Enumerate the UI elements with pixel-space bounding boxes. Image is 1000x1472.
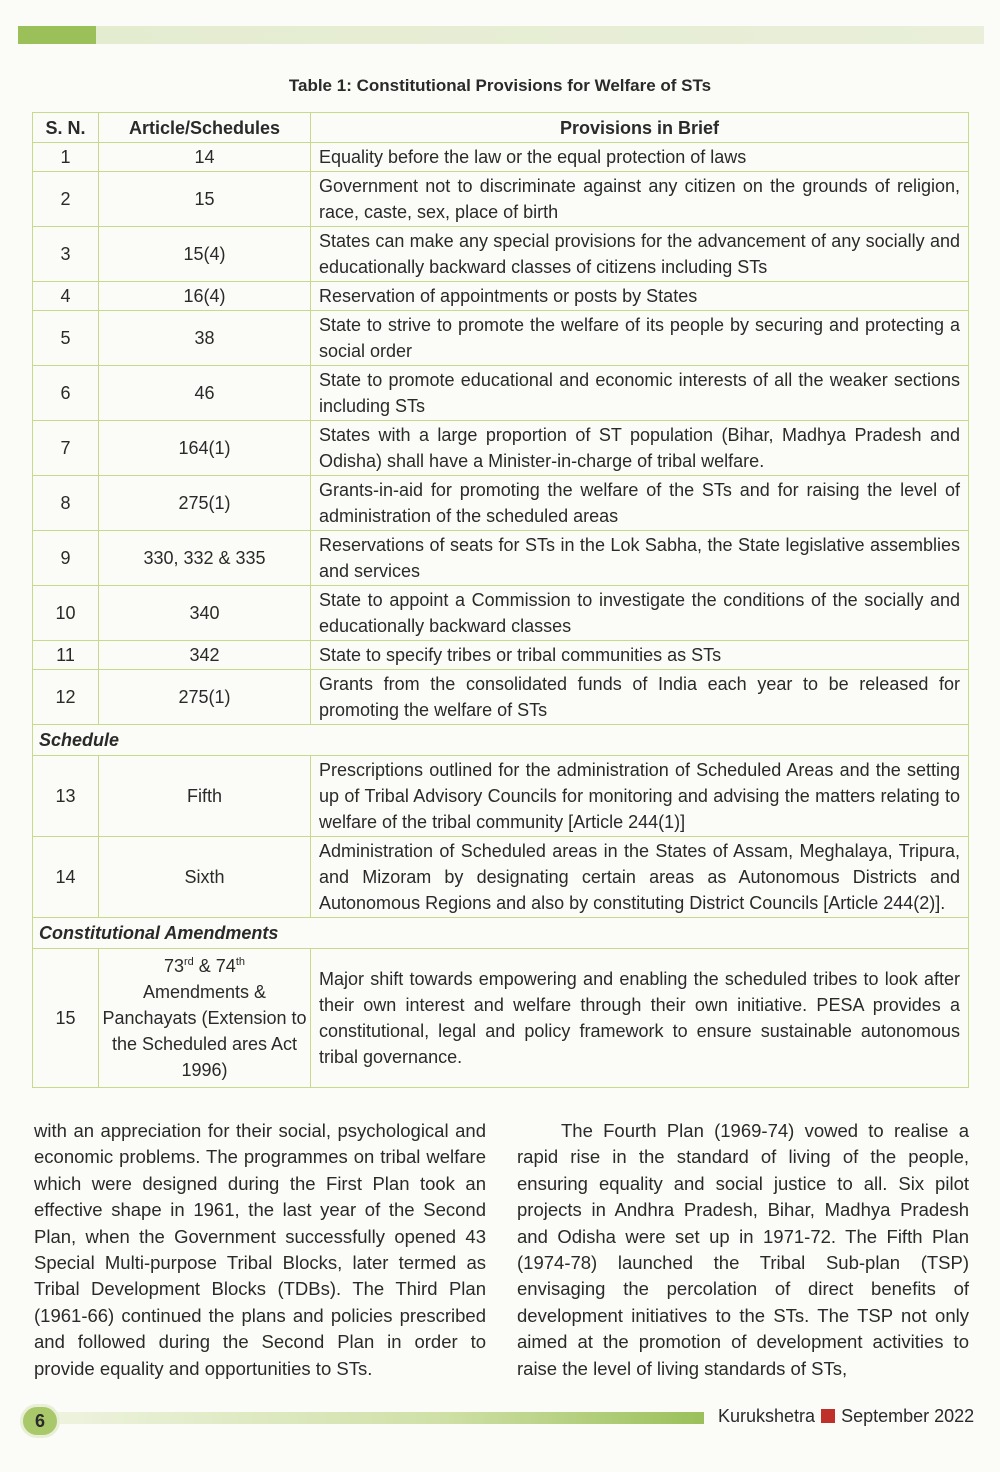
header-sn: S. N. <box>33 113 99 143</box>
amendment-article-rest: Amendments & Panchayats (Extension to the Scheduled ares Act 1996) <box>102 982 307 1080</box>
row-sn: 10 <box>33 586 99 641</box>
table-row <box>33 756 969 837</box>
row-article: 16(4) <box>99 282 311 311</box>
row-provision: Prescriptions outlined for the administration of Scheduled Areas and the setting up of Tribal Advisory Councils for monitoring and advising the matters relating to welfare of the tribal community [Article 244(1)] <box>311 756 969 837</box>
table-row <box>33 282 969 311</box>
row-provision: Reservation of appointments or posts by States <box>311 282 969 311</box>
row-article: Fifth <box>99 756 311 837</box>
table-header-row <box>33 113 969 143</box>
row-sn: 13 <box>33 756 99 837</box>
schedule-heading-row <box>33 725 969 756</box>
row-provision: State to specify tribes or tribal communities as STs <box>311 641 969 670</box>
table-row <box>33 143 969 172</box>
row-sn: 2 <box>33 172 99 227</box>
row-article: Sixth <box>99 837 311 918</box>
table-row <box>33 641 969 670</box>
amendment-number-74: 74 <box>215 956 236 976</box>
amendment-superscript-rd: rd <box>184 956 194 968</box>
table-row <box>33 227 969 282</box>
table-row <box>33 531 969 586</box>
header-article: Article/Schedules <box>99 113 311 143</box>
footer-separator-square <box>821 1409 835 1423</box>
row-provision: Major shift towards empowering and enabling the scheduled tribes to look after their own interest and welfare through their own initiative. PESA provides a constitutional, legal and policy framework to ensure sustainable autonomous tribal governance. <box>311 949 969 1088</box>
amendment-number-73: 73 <box>163 956 184 976</box>
row-provision: Reservations of seats for STs in the Lok Sabha, the State legislative assemblies and services <box>311 531 969 586</box>
top-bar-accent <box>18 26 96 44</box>
row-provision: Grants from the consolidated funds of India each year to be released for promoting the welfare of STs <box>311 670 969 725</box>
top-decorative-bar <box>18 26 984 44</box>
table-row <box>33 311 969 366</box>
row-article: 14 <box>99 143 311 172</box>
row-article: 164(1) <box>99 421 311 476</box>
row-provision: State to appoint a Commission to investigate the conditions of the socially and educationally backward classes <box>311 586 969 641</box>
row-sn: 15 <box>33 949 99 1088</box>
row-sn: 7 <box>33 421 99 476</box>
publication-name: Kurukshetra <box>718 1406 816 1426</box>
provisions-table <box>32 112 969 1088</box>
row-provision: Grants-in-aid for promoting the welfare of the STs and for raising the level of administration of the scheduled areas <box>311 476 969 531</box>
row-article: 275(1) <box>99 476 311 531</box>
table-title: Table 1: Constitutional Provisions for Welfare of STs <box>288 76 712 95</box>
table-row <box>33 421 969 476</box>
amendment-ampersand: & <box>193 956 216 976</box>
row-sn: 8 <box>33 476 99 531</box>
amendment-superscript-th: th <box>235 956 246 968</box>
row-article <box>99 949 311 1088</box>
row-article: 342 <box>99 641 311 670</box>
row-sn: 5 <box>33 311 99 366</box>
table-row <box>33 586 969 641</box>
page-number: 6 <box>20 1404 60 1438</box>
row-provision: Equality before the law or the equal protection of laws <box>311 143 969 172</box>
row-article: 340 <box>99 586 311 641</box>
row-sn: 12 <box>33 670 99 725</box>
row-article: 46 <box>99 366 311 421</box>
publication-date: September 2022 <box>841 1406 975 1426</box>
row-article: 15 <box>99 172 311 227</box>
footer-publication-info <box>718 1406 974 1427</box>
table-row <box>33 837 969 918</box>
row-sn: 3 <box>33 227 99 282</box>
row-provision: States can make any special provisions for the advancement of any socially and educationally backward classes of citizens including STs <box>311 227 969 282</box>
right-column-paragraph: The Fourth Plan (1969-74) vowed to realise a rapid rise in the standard of living of the people, ensuring equality and social justice to all. Six pilot projects in Andhra Pradesh, Bihar, Madhya Pradesh and Odisha were set up in 1971-72. The Fifth Plan (1974-78) launched the Tribal Sub-plan (TSP) envisaging the percolation of direct benefits of development initiatives to the STs. The TSP not only aimed at the promotion of development activities to raise the level of living standards of STs, <box>517 1120 969 1379</box>
table-row <box>33 172 969 227</box>
row-provision: State to promote educational and economic interests of all the weaker sections including STs <box>311 366 969 421</box>
table-row <box>33 949 969 1088</box>
body-left-column <box>34 1118 486 1382</box>
footer-decorative-bar <box>54 1412 704 1424</box>
row-sn: 9 <box>33 531 99 586</box>
table-row <box>33 366 969 421</box>
left-column-paragraph: with an appreciation for their social, psychological and economic problems. The programmes on tribal welfare which were designed during the First Plan took an effective shape in 1961, the last year of the Second Plan, when the Government successfully opened 43 Special Multi-purpose Tribal Blocks, later termed as Tribal Development Blocks (TDBs). The Third Plan (1961-66) continued the plans and policies prescribed and followed during the Second Plan in order to provide equality and opportunities to STs. <box>34 1120 486 1379</box>
row-article: 330, 332 & 335 <box>99 531 311 586</box>
row-sn: 1 <box>33 143 99 172</box>
amendments-heading: Constitutional Amendments <box>33 918 969 949</box>
schedule-heading: Schedule <box>33 725 969 756</box>
body-right-column <box>517 1118 969 1382</box>
row-article: 275(1) <box>99 670 311 725</box>
row-article: 38 <box>99 311 311 366</box>
row-provision: Administration of Scheduled areas in the States of Assam, Meghalaya, Tripura, and Mizoram by designating certain areas as Autonomous Districts and Autonomous Regions and also by constituting District Councils [Article 244(2)]. <box>311 837 969 918</box>
row-provision: States with a large proportion of ST population (Bihar, Madhya Pradesh and Odisha) shall have a Minister-in-charge of tribal welfare. <box>311 421 969 476</box>
row-sn: 14 <box>33 837 99 918</box>
row-sn: 6 <box>33 366 99 421</box>
row-article: 15(4) <box>99 227 311 282</box>
table-row <box>33 670 969 725</box>
row-provision: State to strive to promote the welfare of its people by securing and protecting a social order <box>311 311 969 366</box>
row-provision: Government not to discriminate against any citizen on the grounds of religion, race, caste, sex, place of birth <box>311 172 969 227</box>
row-sn: 4 <box>33 282 99 311</box>
row-sn: 11 <box>33 641 99 670</box>
amendments-heading-row <box>33 918 969 949</box>
header-provisions: Provisions in Brief <box>311 113 969 143</box>
table-row <box>33 476 969 531</box>
